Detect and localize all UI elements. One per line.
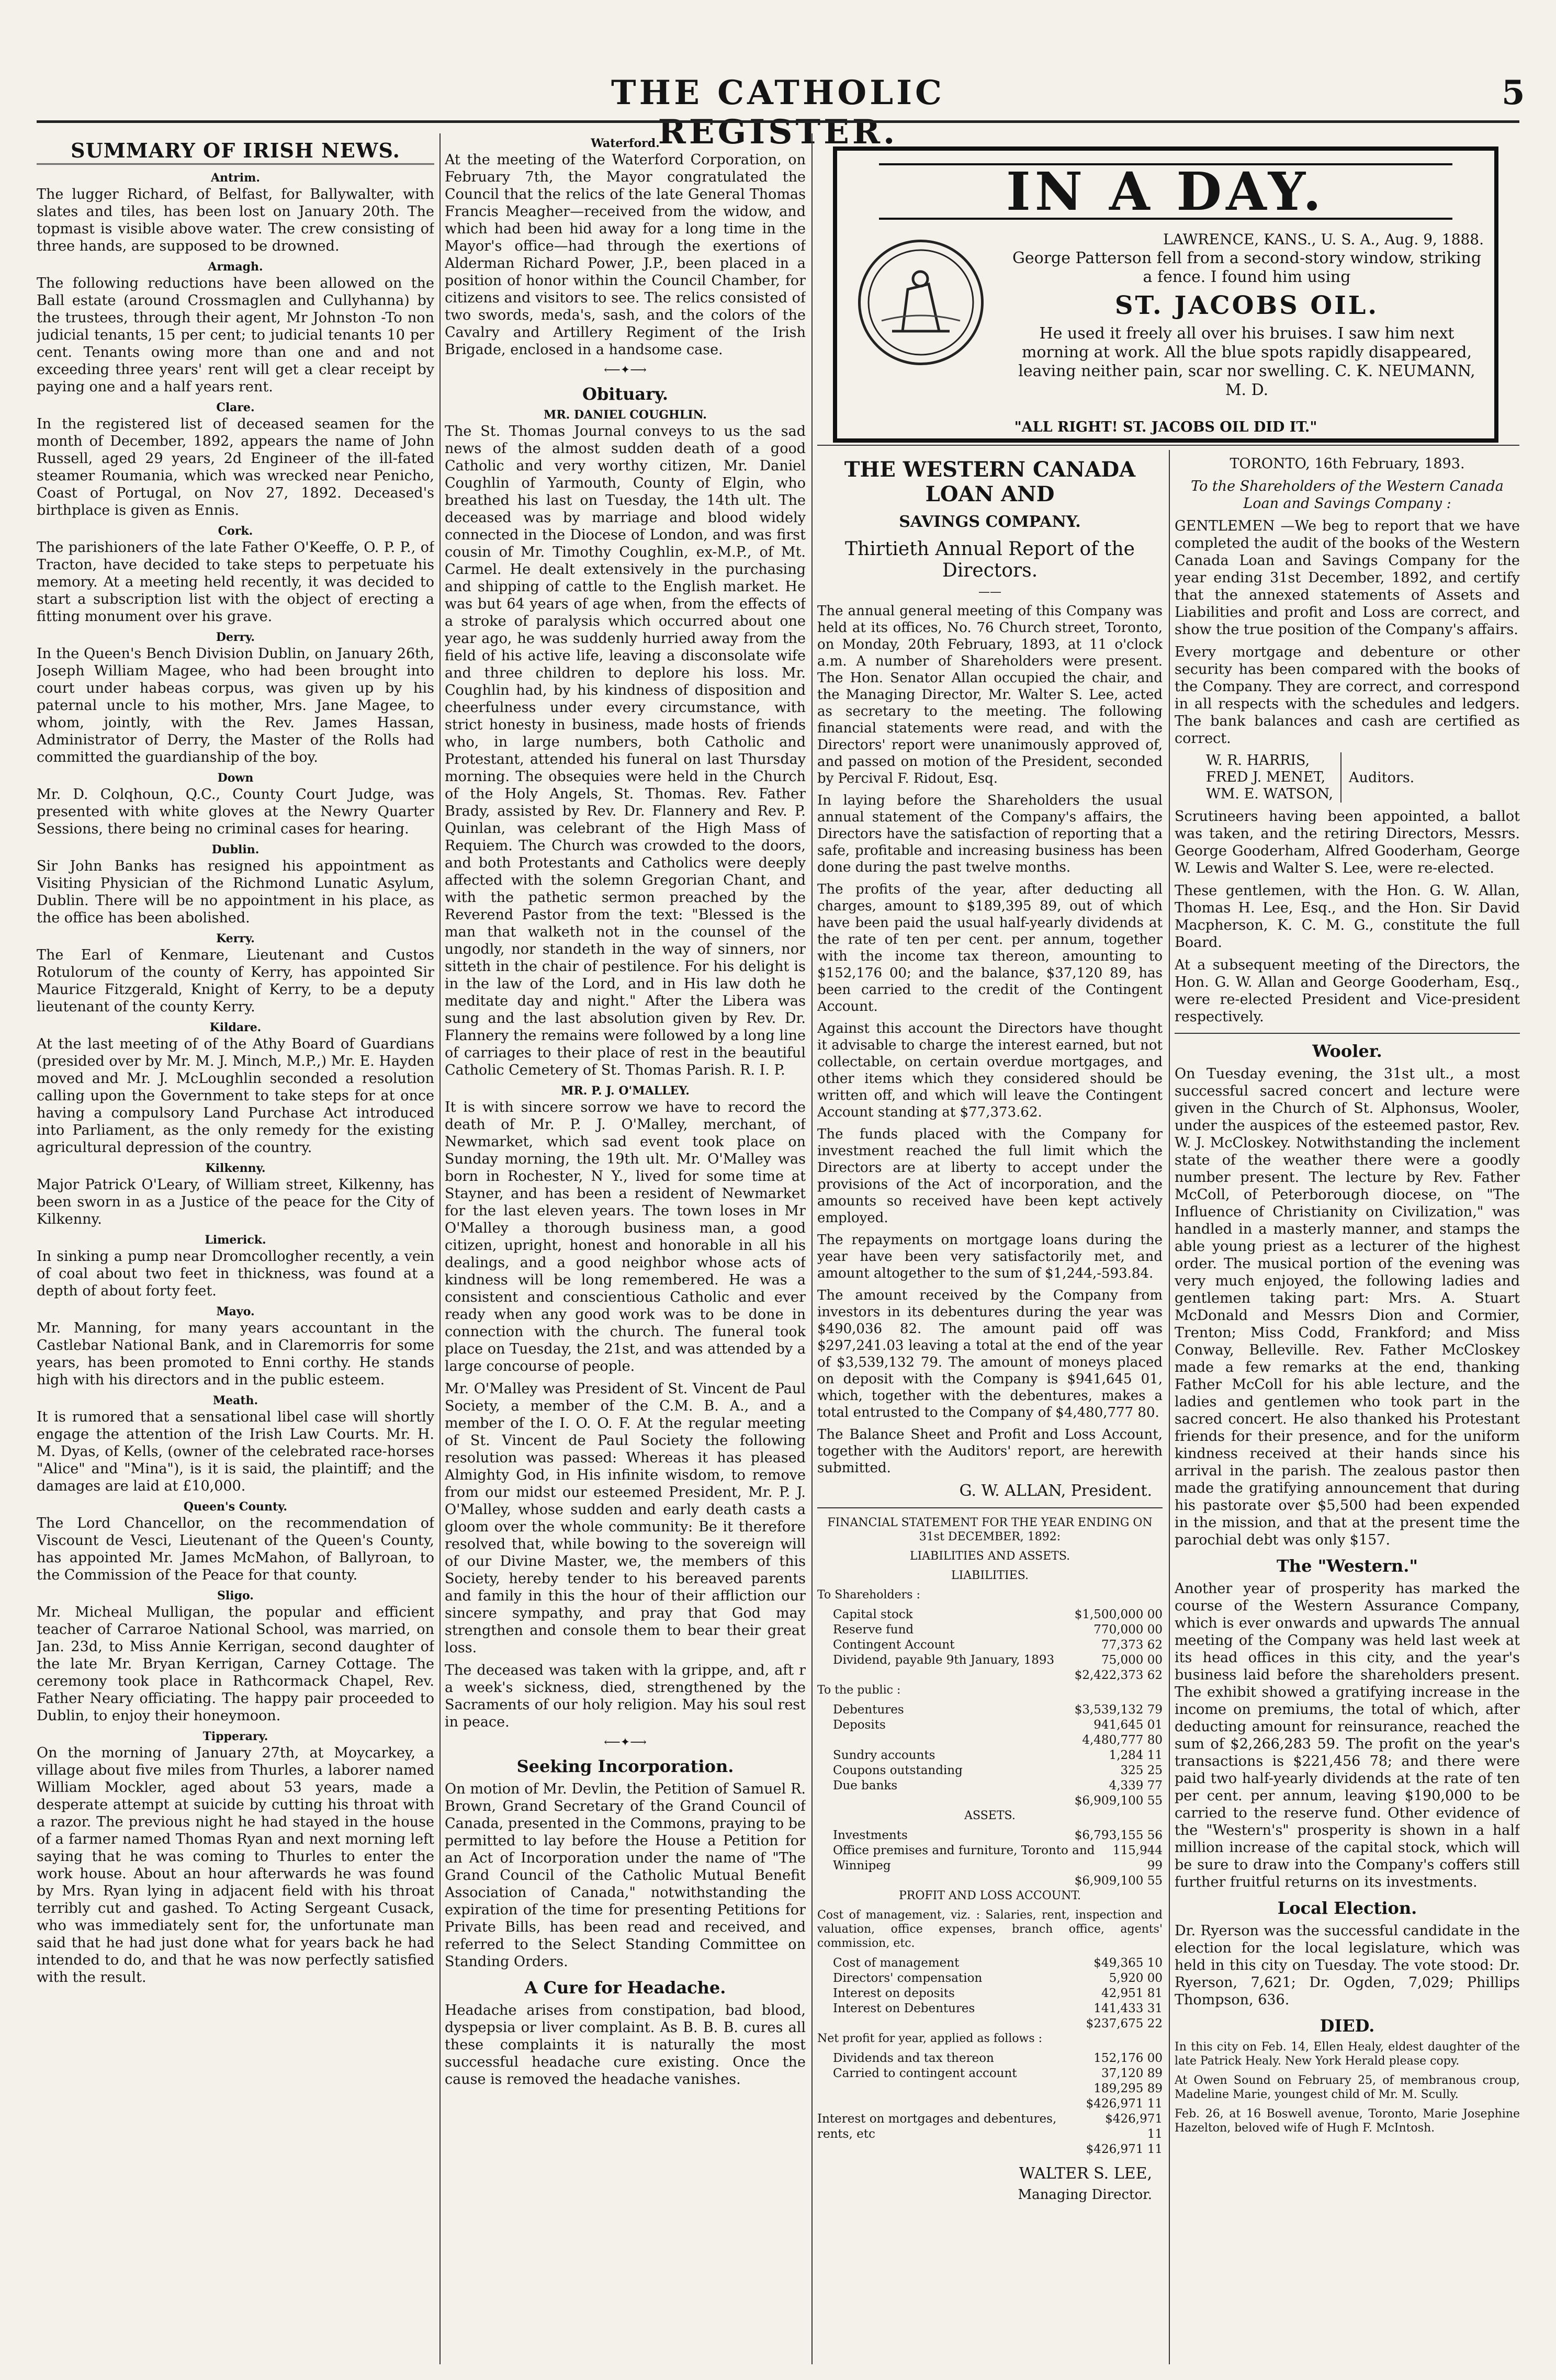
row-label: Interest on Debentures [833,2002,975,2015]
cure-text: Headache arises from constipation, bad blood, dyspepsia or liver complaint. As B. B. B. cures all these complaints it is naturally the most successful headache cure existing. Once the cause is removed the headache vanishes. [445,2002,806,2088]
table-row [817,1828,1163,1843]
obituary-text: The deceased was taken with la grippe, and, aft r a week's sickness, died, strengthened by the Sacraments of our holy religion. May his soul rest in peace. [445,1662,806,1730]
died-heading: DIED. [1320,2016,1375,2036]
row-value: 37,120 89 [1101,2067,1163,2080]
section-text: It is rumored that a sensational libel case will shortly engage the attention of the Irish Law Courts. Mr. H. M. Dyas, of Kells, (owner of the celebrated race-horses "Alice" and "Mina"), is it is said, the plaintiff; and the damages are laid at £10,000. [37,1409,434,1494]
report-paragraph: The profits of the year, after deducting all charges, amount to $189,395 89, out of which have been paid the usual half-yearly dividends at the rate of ten per cent. per annum, together with the income tax thereon, amounting to $152,176 00; and the balance, $37,120 89, has been carried to the credit of the Contingent Account. [817,882,1163,1014]
row-label: Sundry accounts [833,1749,935,1762]
president-signature: G. W. ALLAN, President. [959,1482,1152,1500]
row-label: Office premises and furniture, Toronto and Winnipeg [833,1844,1095,1873]
table-row [817,1778,1163,1794]
column-irish-news [37,133,434,2364]
row-label: Dividend, payable 9th January, 1893 [833,1653,1055,1667]
row-label: Reserve fund [833,1623,914,1637]
loan-company-heading: THE WESTERN CANADA LOAN AND [844,457,1136,506]
rule [1175,1033,1520,1034]
public-total: 4,480,777 80 [1082,1733,1163,1747]
scrutineers-text: Scrutineers having been appointed, a ballot was taken, and the retiring Directors, Messrs. George Gooderham, Alfred Gooderham, George W. Lewis and Walter S. Lee, were re-elected. [1175,808,1520,876]
newspaper-title: THE CATHOLIC REGISTER. [611,73,945,152]
table-row [817,1763,1163,1778]
table-row [817,1622,1163,1638]
section-text: On the morning of January 27th, at Moycarkey, a village about five miles from Thurles, a laborer named William Mockler, aged about 53 years, made a desperate attempt at suicide by cutting his throat with a razor. The previous night he had stayed in the house of a farmer named Thomas Ryan and next morning left saying that he was coming to Thurles to enter the work house. About an hour afterwards he was found by Mrs. Ryan lying in adjacent field with his throat terribly cut and gashed. To Acting Sergeant Cusack, who was immediately sent for, the unfortunate man said that he had just done what for years back he had intended to do, and that he was now perfectly satisfied with the result. [37,1745,434,1986]
board-text: These gentlemen, with the Hon. G. W. Allan, Thomas H. Lee, Esq., and the Hon. Sir David Macpherson, K. C. M. G., constitute the full Board. [1175,883,1520,951]
to-public-label: To the public : [817,1684,901,1697]
row-value: $49,365 10 [1093,1956,1163,1970]
net-profit-label: Net profit for year, applied as follows : [817,2032,1043,2045]
table-row [817,2066,1163,2081]
shareholders-total: $2,422,373 62 [1074,1668,1163,1682]
pl-total-row [817,2096,1163,2112]
section-place: Queen's County. [183,1500,288,1514]
interest-total-row [817,2142,1163,2157]
obituary-heading: Obituary. [582,384,669,404]
officers-text: At a subsequent meeting of the Directors, the Hon. G. W. Allan and George Gooderham, Esq., were re-elected President and Vice-president respectively. [1175,957,1520,1025]
liabilities-heading: LIABILITIES. [951,1569,1029,1582]
section-place: Kildare. [209,1021,262,1034]
auditor-name: FRED J. MENET, [1206,769,1326,785]
net-total: 189,295 89 [1093,2082,1163,2095]
table-row [817,1986,1163,2001]
section-place: Antrim. [210,171,261,185]
table-row [817,1638,1163,1653]
seeking-text: On motion of Mr. Devlin, the Petition of Samuel R. Brown, Grand Secretary of the Grand Council of Canada, presented in the Commons, praying to be permitted to lay before the House a Petition for an Act of Incorporation under the name of "The Grand Council of the Catholic Mutual Benefit Association of Canada," notwithstanding the expiration of the time for presenting Petitions for Private Bills, has been read and received, and referred to the Select Standing Committee on Standing Orders. [445,1781,806,1970]
died-entry: At Owen Sound on February 25, of membranous croup, Madeline Marie, youngest child of Mr. M. Scully. [1175,2074,1520,2101]
seeking-heading: Seeking Incorporation. [516,1756,734,1776]
section-text: In sinking a pump near Dromcollogher recently, a vein of coal about two feet in thickness, was found at a depth of about forty feet. [37,1248,434,1299]
obituary-text: The St. Thomas Journal conveys to us the sad news of the almost sudden death of a good Catholic and very worthy citizen, Mr. Daniel Coughlin of Yarmouth, County of Elgin, who breathed his last on Tuesday, the 14th ult. The deceased was by marriage and blood widely connected in the Diocese of London, and was first cousin of Mr. Timothy Coughlin, ex-M.P., of Mt. Carmel. He dealt extensively in the purchasing and shipping of cattle to the English market. He was but 64 years of age when, from the effects of a stroke of paralysis which occurred about one year ago, he was suddenly hurried away from the field of his active life, leaving a disconsolate wife and three children to deplore his loss. Mr. Coughlin had, by his kindness of disposition and cheerfulness under every circumstance, with strict honesty in business, made hosts of friends who, in large numbers, both Catholic and Protestant, attended his funeral on last Thursday morning. The obsequies were held in the Church of the Holy Angels, St. Thomas. Rev. Father Brady, assisted by Rev. Dr. Flannery and Rev. P. Quinlan, was celebrant of the High Mass of Requiem. The Church was crowded to the doors, and both Protestants and Catholics were deeply affected with the solemn Gregorian Chant, and with the pathetic sermon preached by the Reverend Pastor from the text: "Blessed is the man that walketh not in the counsel of the ungodly, nor standeth in the way of sinners, nor sitteth in the chair of pestilence. For his delight is in the law of the Lord, and in His law doth he meditate day and night." After the Libera was sung and the last absolution given by Rev. Dr. Flannery the remains were followed by a long line of carriages to their place of rest in the beautiful Catholic Cemetery of St. Thomas Parish. R. I. P. [445,423,806,1078]
report-title: Thirtieth Annual Report of the Directors. [845,538,1135,581]
died-entry: In this city on Feb. 14, Ellen Healy, eldest daughter of the late Patrick Healy. New York Herald please copy. [1175,2040,1520,2068]
obituary-text: It is with sincere sorrow we have to record the death of Mr. P. J. O'Malley, merchant, of Newmarket, which sad event took place on Sunday morning, the 19th ult. Mr. O'Malley was born in Rochester, N Y., lived for some time at Stayner, and has been a resident of Newmarket for the last eleven years. The town loses in Mr O'Malley a thorough business man, a good citizen, upright, honest and honorable in all his dealings, and a good neighbor whose acts of kindness will be long remembered. He was a consistent and conscientious Catholic and ever ready when any good work was to be done in connection with the church. The funeral took place on Tuesday, the 21st, and was attended by a large concourse of people. [445,1099,806,1374]
section-text: Major Patrick O'Leary, of William street, Kilkenny, has been sworn in as a Justice of the peace for the City of Kilkenny. [37,1177,434,1227]
table-row [817,1748,1163,1763]
row-label: Directors' compensation [833,1971,983,1985]
public-total-row [817,1733,1163,1748]
auditor-name: WM. E. WATSON, [1206,786,1333,802]
interest-row [817,2112,1163,2142]
auditors-report: Every mortgage and debenture or other security has been compared with the books of the Company. They are correct, and correspond in all respects with the schedules and ledgers. The bank balances and cash are certified as correct. [1175,644,1520,747]
row-value: 4,339 77 [1109,1779,1163,1792]
table-row [817,1843,1163,1874]
row-value: 5,920 00 [1109,1971,1163,1985]
auditors-signatures [1206,752,1520,803]
row-value: 42,951 81 [1101,1987,1163,2000]
ad-text-top: George Patterson fell from a second-story window, striking a fence. I found him using [1012,249,1482,286]
auditors-dateline: TORONTO, 16th February, 1893. [1230,456,1465,472]
assets-total-row [817,1874,1163,1889]
row-value: 152,176 00 [1093,2051,1163,2065]
report-paragraph: The repayments on mortgage loans during the year have been very satisfactorily met, and amount altogether to the sum of $1,244,-593.84. [817,1232,1163,1281]
irish-news-heading: SUMMARY OF IRISH NEWS. [37,139,434,165]
row-label: Interest on deposits [833,1987,955,2000]
section-text: In the registered list of deceased seamen for the month of December, 1892, appears the name of John Russell, aged 29 years, 2d Engineer of the ill-fated steamer Roumania, which was wrecked near Penicho, Coast of Portugal, on Nov 27, 1892. Deceased's birthplace is given as Ennis. [37,416,434,518]
irish-news-sections [37,171,434,1986]
row-label: Contingent Account [833,1638,955,1652]
table-row [817,2051,1163,2066]
table-row [817,1702,1163,1718]
separator-ornament: ⟵✦⟶ [604,1736,647,1749]
column-divider-2 [811,133,813,2364]
ad-title: IN A DAY. [879,163,1452,220]
report-paragraph: The amount received by the Company from investors in its debentures during the year was $490,036 82. The amount paid off was $297,241.03 leaving a total at the end of the year of $3,539,132 79. The amount of moneys placed on deposit with the Company is $941,645 01, which, together with the debentures, makes a total entrusted to the Company of $4,480,777 80. [817,1288,1163,1420]
net-profit-rows [817,2051,1163,2081]
row-label: Debentures [833,1703,904,1717]
profit-loss-rows [817,1956,1163,2016]
interest-value: $426,971 11 [1105,2112,1163,2141]
liabilities-total: $6,909,100 55 [1074,1794,1163,1808]
auditors-report: GENTLEMEN —We beg to report that we have completed the audit of the books of the Western Canada Loan and Savings Company for the year ending 31st December, 1892, and certify that the annexed statements of Assets and Liabilities and profit and Loss are correct, and show the true position of the Company's affairs. [1175,518,1520,638]
managing-director-title: Managing Director. [1018,2187,1152,2203]
assets-total: $6,909,100 55 [1074,1874,1163,1888]
section-place: Dublin. [211,843,260,856]
table-row [817,1607,1163,1622]
section-text: Mr. D. Colqhoun, Q.C., County Court Judge, was presented with white gloves at the Newry Quarter Sessions, there being no criminal cases for hearing. [37,786,434,837]
report-paragraph: The annual general meeting of this Company was held at its offices, No. 76 Church street, Toronto, on Monday, 20th February, 1893, at 11 o'clock a.m. A number of Shareholders were present. The Hon. Senator Allan occupied the chair, and the Managing Director, Mr. Walter S. Lee, acted as secretary to the meeting. The following financial statements were read, and with the Directors' report were unanimously approved of, and passed on motion of the President, seconded by Percival F. Ridout, Esq. [817,603,1163,786]
section-place-waterford: Waterford. [591,137,660,150]
table-row [817,1653,1163,1668]
section-text: In the Queen's Bench Division Dublin, on January 26th, Joseph William Magee, who had been brought into court under habeas corpus, was given up by his paternal uncle to his mother, Mrs. Jane Magee, to whom, jointly, with the Rev. James Hassan, Administrator of Derry, the Master of the Rolls had committed the guardianship of the boy. [37,646,434,765]
row-label: Coupons outstanding [833,1764,963,1777]
section-place: Clare. [216,401,255,414]
report-paragraph: The Balance Sheet and Profit and Loss Account, together with the Auditors' report, are herewith submitted. [817,1427,1163,1476]
pl-total: $426,971 11 [1086,2097,1163,2111]
assets-heading: ASSETS. [964,1809,1016,1822]
ad-footer: "ALL RIGHT! ST. JACOBS OIL DID IT." [1014,419,1317,435]
shareholders-total-row [817,1668,1163,1683]
died-entry: Feb. 26, at 16 Boswell avenue, Toronto, Marie Josephine Hazelton, beloved wife of Hugh F. McIntosh. [1175,2107,1520,2135]
separator: —— [978,585,1001,599]
pl-subtotal-row [817,2016,1163,2032]
section-text: The Lord Chancellor, on the recommendation of Viscount de Vesci, Lieutenant of the Queen's County, has appointed Mr. James McMahon, of Ballyroan, to the Commission of the Peace for that county. [37,1515,434,1583]
row-value: 115,944 99 [1112,1844,1163,1873]
section-place: Meath. [212,1394,258,1407]
row-value: 77,373 62 [1101,1638,1163,1652]
section-place: Limerick. [205,1233,266,1247]
ad-illustration-icon [858,240,984,365]
separator-ornament: ⟵✦⟶ [604,364,647,377]
auditor-names [1206,752,1341,803]
section-place: Tipperary. [202,1730,268,1743]
section-place: Kerry. [216,932,255,945]
section-place: Down [217,771,254,785]
row-value: $1,500,000 00 [1074,1608,1163,1621]
section-place: Armagh. [208,260,263,274]
row-value: 770,000 00 [1093,1623,1163,1637]
row-value: 325 25 [1120,1764,1163,1777]
ad-brand: ST. JACOBS OIL. [1114,291,1379,320]
auditor-name: W. R. HARRIS, [1206,752,1310,769]
interest-total: $426,971 11 [1086,2142,1163,2156]
section-text: The following reductions have been allowed on the Ball estate (around Crossmaglen and Cullyhanna) by the trustees, through their agent, Mr Johnston -To non judicial tenants, 15 per cent; to judicial tenants 10 per cent. Tenants owing more than one and and not exceeding three years' rent will get a clear receipt by paying one and a half years rent. [37,275,434,395]
table-row [817,1718,1163,1733]
advertisement-block [817,133,1519,442]
election-heading: Local Election. [1277,1898,1417,1918]
table-row [817,1971,1163,1986]
section-text: Mr. Manning, for many years accountant in the Castlebar National Bank, and in Claremorris for some years, has been promoted to Enni corthy. He stands high with his directors and in the public esteem. [37,1320,434,1388]
section-text: The Earl of Kenmare, Lieutenant and Custos Rotulorum of the county of Kerry, has appointed Sir Maurice Fitzgerald, Knight of Kerry, to be a deputy lieutenant of the county Kerry. [37,947,434,1015]
row-label: Cost of management [833,1956,960,1970]
row-label: Deposits [833,1718,886,1732]
cost-management-label: Cost of management, viz. : Salaries, rent, inspection and valuation, office expenses, branch office, agents' commission, etc. [817,1909,1163,1950]
table-row [817,2001,1163,2016]
wooler-heading: Wooler. [1312,1041,1382,1061]
western-heading: The "Western." [1276,1556,1418,1576]
section-text: The lugger Richard, of Belfast, for Ballywalter, with slates and tiles, has been lost on January 20th. The topmast is visible above water. The crew consisting of three hands, are supposed to be drowned. [37,186,434,254]
row-label: Investments [833,1829,908,1842]
column-four [1175,455,1520,2364]
loan-company-subheading: SAVINGS COMPANY. [899,513,1081,531]
section-place: Cork. [218,524,253,538]
section-text: Sir John Banks has resigned his appointment as Visiting Physician of the Richmond Lunatic Asylum, Dublin. There will be no appointment in his place, as the office has been abolished. [37,858,434,926]
column-loan-report [817,455,1163,2364]
net-total-row [817,2081,1163,2096]
masthead-rule [37,120,1519,123]
obituary-text: Mr. O'Malley was President of St. Vincent de Paul Society, a member of the C.M. B. A., and a member of the I. O. O. F. At the regular meeting of St. Vincent de Paul Society the following resolution was passed: Whereas it has pleased Almighty God, in His infinite wisdom, to remove from our midst our esteemed President, Mr. P. J. O'Malley, whose sudden and early death casts a gloom over the whole community: Be it therefore resolved that, while bowing to the sovereign will of our Divine Master, we, the members of this Society, hereby tender to his bereaved parents and family in this the hour of their affliction our sincere sympathy, and pray that God may strengthen and console them to bear their great loss. [445,1381,806,1656]
waterford-text: At the meeting of the Waterford Corporation, on February 7th, the Mayor congratulated the Council that the relics of the late General Thomas Francis Meagher—received from the widow, and which had been hid away for a long time in the Mayor's office—had through the exertions of Alderman Richard Power, J.P., been placed in a position of honor within the Council Chamber, for citizens and visitors to see. The relics consisted of two swords, meda's, sash, and the colors of the Cavalry and Artillery Regiment of the Irish Brigade, enclosed in a handsome case. [445,152,806,358]
profit-loss-heading: PROFIT AND LOSS ACCOUNT. [898,1889,1081,1902]
table-row [817,1956,1163,1971]
shareholder-rows [817,1607,1163,1668]
row-value: 1,284 11 [1109,1749,1163,1762]
section-place: Sligo. [217,1589,254,1603]
report-paragraph: Against this account the Directors have thought it advisable to charge the interest earned, but not collectable, on certain overdue mortgages, and other items which they considered should be written off, and which will leave the Contingent Account standing at $77,373.62. [817,1021,1163,1120]
election-text: Dr. Ryerson was the successful candidate in the election for the local legislature, which was held in this city on Tuesday. The vote stood: Dr. Ryerson, 7,621; Dr. Ogden, 7,029; Phillips Thompson, 636. [1175,1923,1520,2008]
western-text: Another year of prosperity has marked the course of the Western Assurance Company, which is ever onwards and upwards The annual meeting of the Company was held last week at its head offices in this city, and the year's business laid before the shareholders present. The exhibit showed a gratifying increase in the income on premiums, the total of which, after deducting amount for reinsurance, reached the sum of $2,266,283 59. The profit on the year's transactions is $221,456 78; and there were paid two half-yearly dividends at the rate of ten per cent. per annum, leaving $190,000 to be carried to the reserve fund. Other evidence of the "Western's" prosperity is shown in a half million increase of the capital stock, which will be sure to draw into the Company's coffers still further fruitful returns on its investments. [1175,1581,1520,1890]
auditors-address: To the Shareholders of the Western Canada Loan and Savings Company : [1191,478,1504,512]
row-value: $6,793,155 56 [1074,1829,1163,1842]
report-paragraph: The funds placed with the Company for investment reached the full limit which the Directors are at liberty to accept under the provisions of the Act of incorporation, and the amounts so received have been kept actively employed. [817,1126,1163,1226]
managing-director-signature: WALTER S. LEE, [1019,2164,1152,2183]
section-place: Derry. [216,630,255,644]
row-label: Capital stock [833,1608,913,1621]
section-text: Mr. Micheal Mulligan, the popular and efficient teacher of Carraroe National School, was married, on Jan. 23d, to Miss Annie Kerrigan, second daughter of the late Mr. Bryan Kerrigan, Carney Cottage. The ceremony took place in Rathcormack Chapel, Rev. Father Neary officiating. The happy pair proceeded to Dublin, to enjoy their honeymoon. [37,1604,434,1724]
report-paragraphs [817,603,1163,1476]
obituary-name: MR. DANIEL COUGHLIN. [544,408,707,422]
row-value: 941,645 01 [1093,1718,1163,1732]
report-paragraph: In laying before the Shareholders the usual annual statement of the Company's affairs, the Directors have the satisfaction of reporting that a safe, profitable and increasing business has been done during the past twelve months. [817,793,1163,875]
ad-bottom-rule [817,445,1519,446]
column-divider-3 [1169,450,1170,2364]
row-label: Dividends and tax thereon [833,2051,994,2065]
public-rows [817,1702,1163,1733]
page-number: 5 [1502,73,1525,112]
row-value: 75,000 00 [1101,1653,1163,1667]
obituary-name: MR. P. J. O'MALLEY. [561,1084,690,1098]
to-shareholders-label: To Shareholders : [817,1588,920,1601]
st-jacobs-oil-ad [833,146,1498,443]
section-place: Mayo. [216,1305,255,1318]
ad-dateline: LAWRENCE, KANS., U. S. A., Aug. 9, 1888. [1163,231,1484,248]
column-divider-1 [439,133,441,2364]
section-text: The parishioners of the late Father O'Keeffe, O. P. P., of Tracton, have decided to take steps to perpetuate his memory. At a meeting held recently, it was decided to start a subscription list with the object of erecting a fitting monument over his grave. [37,539,434,625]
liabilities-total-row [817,1794,1163,1809]
auditors-label: Auditors. [1349,769,1415,786]
section-text: At the last meeting of of the Athy Board of Guardians (presided over by Mr. M. J. Minch, M.P.,) Mr. E. Hayden moved and Mr. J. McLoughlin seconded a resolution calling upon the Government to take steps for at once having a compulsory Land Purchase Act introduced into Parliament, as the only remedy for the existing agricultural depression of the country. [37,1036,434,1156]
row-value: 141,433 31 [1093,2002,1163,2015]
financial-statement-subtitle: LIABILITIES AND ASSETS. [909,1550,1070,1563]
rule [817,1507,1163,1508]
row-label: Due banks [833,1779,898,1792]
cure-heading: A Cure for Headache. [524,1978,726,1998]
column-two [445,133,806,2364]
row-label: Carried to contingent account [833,2067,1017,2080]
interest-label: Interest on mortgages and debentures, rents, etc [817,2112,1057,2141]
died-list [1175,2040,1520,2135]
wooler-text: On Tuesday evening, the 31st ult., a most successful sacred concert and lecture were given in the Church of St. Alphonsus, Wooler, under the auspices of the esteemed pastor, Rev. W. J. McCloskey. Notwithstanding the inclement state of the weather there were a goodly number present. The lecture by Rev. Father McColl, of Peterborough diocese, on "The Influence of Christianity on Civilization," was handled in a masterly manner, and stamps the able young priest as a lecturer of the highest order. The musical portion of the evening was very much enjoyed, the following ladies and gentlemen taking part: Mrs. A. Stuart McDonald and Messrs Dion and Cormier, Trenton; Miss Codd, Frankford; and Miss Conway, Belleville. Rev. Father McCloskey made a few remarks at the end, thanking Father McColl for his able lecture, and the ladies and gentlemen who took part in the sacred concert. He also thanked his Protestant friends for their presence, and for the uniform kindness received at their hands since his arrival in the parish. The zealous pastor then made the gratifying announcement that during his pastorate over $5,500 had been expended in the mission, and that at the present time the parochial debt was only $157. [1175,1066,1520,1548]
financial-statement-title: FINANCIAL STATEMENT FOR THE YEAR ENDING ON 31st DECEMBER, 1892: [827,1516,1153,1543]
pl-subtotal: $237,675 22 [1086,2017,1163,2031]
row-value: $3,539,132 79 [1074,1703,1163,1717]
other-liability-rows [817,1748,1163,1794]
ad-text-bottom: He used it freely all over his bruises. I saw him next morning at work. All the blue spots rapidly disappeared, leaving neither pain, scar nor swelling. C. K. NEUMANN, M. D. [1018,324,1475,399]
section-place: Kilkenny. [205,1161,266,1175]
asset-rows [817,1828,1163,1874]
